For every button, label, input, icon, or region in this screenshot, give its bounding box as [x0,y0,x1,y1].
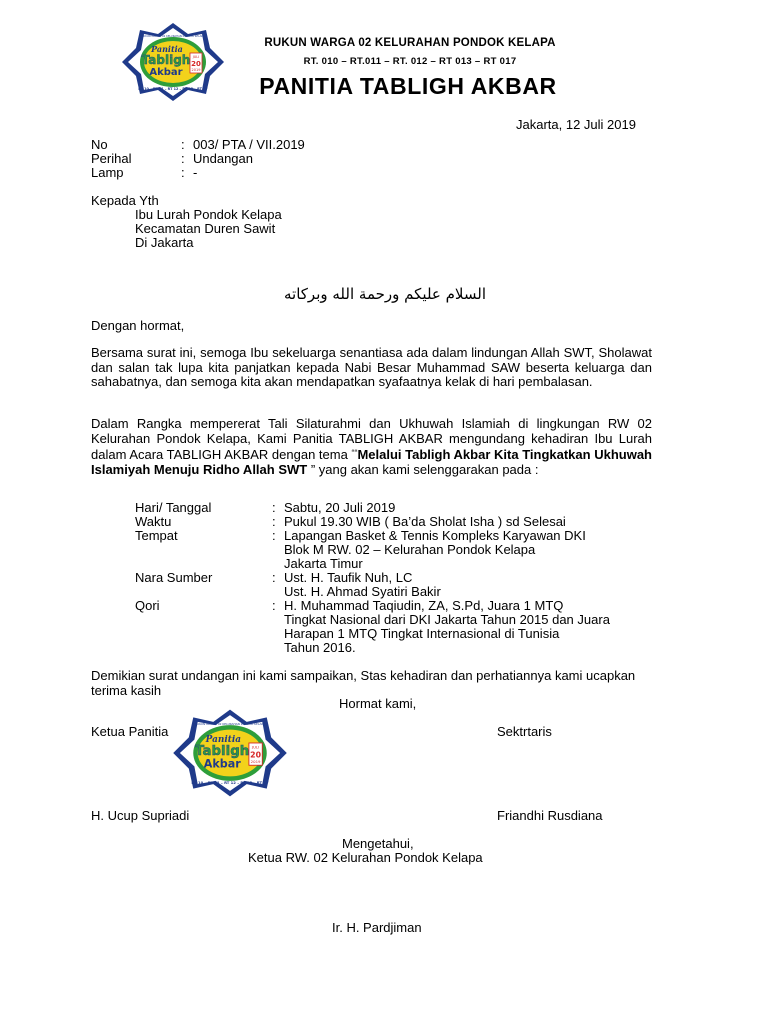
speaker-label: Nara Sumber [135,570,213,585]
stamp-word-akbar: Akbar [203,757,241,771]
chairman-title: Ketua Panitia [91,724,169,739]
date-label: Hari/ Tanggal [135,500,212,515]
stamp-badge-month: JULI [251,744,260,750]
arabic-greeting-text: السلام عليكم ورحمة الله وبركاته [284,285,486,303]
invitation-text: Dalam Rangka mempererat Tali Silaturahmi dan Ukhuwah Islamiah di lingkungan RW 02 Kelurahan Pondok Kelapa, Kami Panitia TABLIGH AKBAR mengundang kehadiran Ibu Lurah dalam Acara TABLIGH AKBAR dengan tema [91,416,652,462]
qori-line2: Tingkat Nasional dari DKI Jakarta Tahun 2015 dan Juara [284,612,610,627]
logo-word-akbar: Akbar [149,67,183,78]
time-label: Waktu [135,514,172,529]
letter-date: Jakarta, 12 Juli 2019 [516,117,636,132]
qori-label: Qori [135,598,160,613]
no-colon: : [181,137,185,152]
time-value: Pukul 19.30 WIB ( Ba’da Sholat Isha ) sd Selesai [284,514,566,529]
logo-badge-month: JULI [192,55,200,59]
theme-open-quote: ““ [351,448,358,458]
regards: Hormat kami, [339,696,417,711]
speaker-colon: : [272,570,276,585]
stamp-word-panitia: Panitia [205,734,241,745]
org-name: RUKUN WARGA 02 KELURAHAN PONDOK KELAPA [264,37,556,49]
arabic-greeting-calligraphy [278,279,492,307]
stamp-word-tabligh: Tabligh [195,744,250,760]
invitation-text-end: yang akan kami selenggarakan pada : [315,461,539,477]
qori-line1: H. Muhammad Taqiudin, ZA, S.Pd, Juara 1 MTQ [284,598,564,613]
perihal-label: Perihal [91,151,132,166]
date-value: Sabtu, 20 Juli 2019 [284,500,396,515]
tabligh-akbar-logo [120,22,226,102]
rw-chairman-title: Ketua RW. 02 Kelurahan Pondok Kelapa [248,850,483,865]
rt-list: RT. 010 – RT.011 – RT. 012 – RT 013 – RT 017 [303,56,517,67]
event-theme: Melalui Tabligh Akbar Kita Tingkatkan Ukhuwah Islamiyah Menuju Ridho Allah SWT [91,447,652,477]
perihal-value: Undangan [193,151,253,166]
venue-line1: Lapangan Basket & Tennis Kompleks Karyawan DKI [284,528,586,543]
acknowledged-label: Mengetahui, [342,836,414,851]
venue-colon: : [272,528,276,543]
venue-line3: Jakarta Timur [284,556,363,571]
logo-word-tabligh: Tabligh [141,53,191,67]
venue-line2: Blok M RW. 02 – Kelurahan Pondok Kelapa [284,542,536,557]
rw-chairman-name: Ir. H. Pardjiman [332,920,422,935]
time-colon: : [272,514,276,529]
stamp-badge-day: 20 [250,750,262,760]
recipient-city: Di Jakarta [135,235,194,250]
logo-bottom-arc-text: RT 10 – RT 11 – RT 12 – RT 13 – RT 17 [138,87,208,91]
paragraph-invitation [91,417,652,477]
speaker-2: Ust. H. Ahmad Syatiri Bakir [284,584,441,599]
logo-badge-year: 2019 [191,68,201,72]
perihal-colon: : [181,151,185,166]
stamp-badge-year: 2019 [250,759,261,765]
stamp-top-arc-text: RUKUN WARGA 02 KELURAHAN PONDOK KELAPA [195,722,265,727]
recipient-salutation: Kepada Yth [91,193,159,208]
lamp-label: Lamp [91,165,124,180]
lamp-value: - [193,165,198,180]
qori-colon: : [272,598,276,613]
logo-badge-day: 20 [191,60,201,68]
logo-top-arc-text: RUKUN WARGA 02 KELURAHAN PONDOK KELAPA [141,35,205,38]
paragraph-blessing: Bersama surat ini, semoga Ibu sekeluarga senantiasa ada dalam lindungan Allah SWT, Sholawat dan salan tak lupa kita panjatkan kepada Nabi Besar Muhammad SAW beserta keluarga dan sahabatnya, dan semoga kita akan mendapatkan syafaatnya kelak di hari pembalasan. [91,345,652,389]
venue-label: Tempat [135,528,178,543]
letterhead-title: PANITIA TABLIGH AKBAR [259,73,557,99]
theme-close-quote: ” [307,461,316,477]
opening: Dengan hormat, [91,318,185,333]
date-colon: : [272,500,276,515]
qori-line3: Harapan 1 MTQ Tingkat Internasional di Tunisia [284,626,560,641]
secretary-name: Friandhi Rusdiana [497,808,603,823]
lamp-colon: : [181,165,185,180]
secretary-title: Sektrtaris [497,724,552,739]
stamp-bottom-arc-text: RT 10 – RT 11 – RT 12 – RT 13 – RT 17 [191,780,269,786]
closing-paragraph: Demikian surat undangan ini kami sampaikan, Stas kehadiran dan perhatiannya kami ucapkan terima kasih [91,668,636,698]
qori-line4: Tahun 2016. [284,640,356,655]
logo-word-panitia: Panitia [151,44,183,54]
no-value: 003/ PTA / VII.2019 [193,137,305,152]
recipient-district: Kecamatan Duren Sawit [135,221,276,236]
recipient-name: Ibu Lurah Pondok Kelapa [135,207,282,222]
chairman-name: H. Ucup Supriadi [91,808,190,823]
speaker-1: Ust. H. Taufik Nuh, LC [284,570,413,585]
no-label: No [91,137,108,152]
committee-stamp-logo [171,708,289,798]
